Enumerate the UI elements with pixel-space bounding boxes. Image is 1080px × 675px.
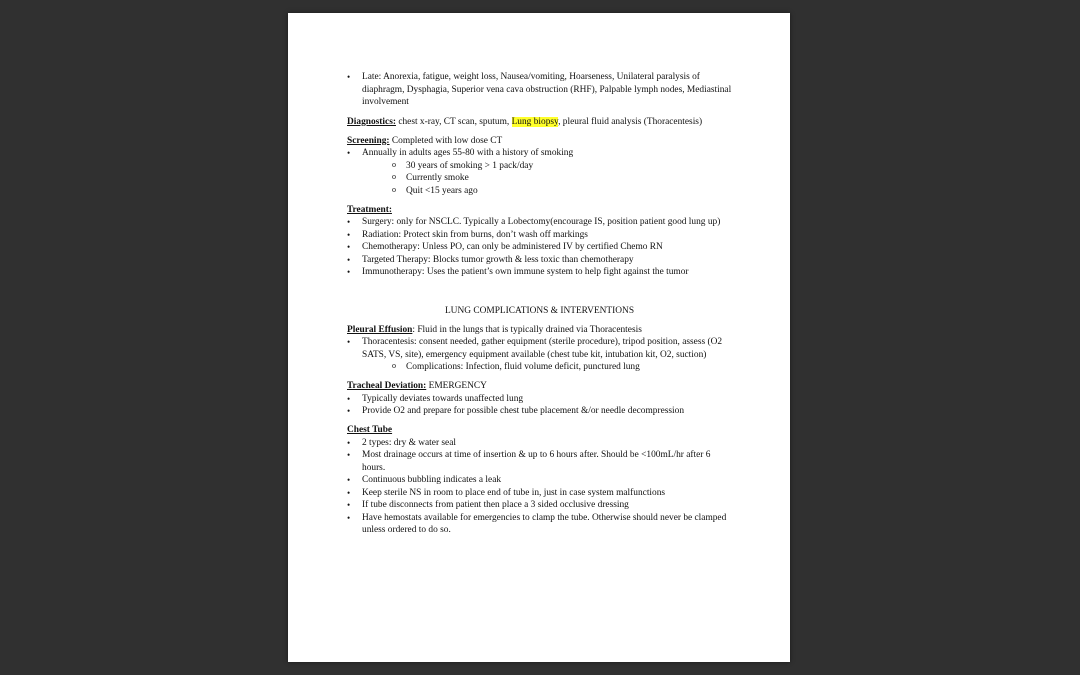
- sub-list-item: o Quit <15 years ago: [391, 185, 732, 198]
- screening-criteria-list: [362, 160, 732, 198]
- list-item: • Chemotherapy: Unless PO, can only be administered IV by certified Chemo RN: [347, 241, 732, 254]
- pleural-sub-list: [362, 361, 732, 374]
- list-item: [347, 336, 732, 374]
- list-item: • Keep sterile NS in room to place end of tube in, just in case system malfunctions: [347, 487, 732, 500]
- tracheal-heading: Tracheal Deviation:: [347, 381, 427, 391]
- list-item-text: Thoracentesis: consent needed, gather equipment (sterile procedure), tripod position, assess (O2 SATS, VS, site), emergency equipment available (chest tube kit, intubation kit, O2, suction): [362, 337, 723, 360]
- screening-heading: Screening:: [347, 135, 390, 146]
- list-item: • Surgery: only for NSCLC. Typically a Lobectomy(encourage IS, position patient good lung up): [347, 216, 732, 229]
- late-symptoms-list: [347, 71, 732, 109]
- treatment-list: [347, 216, 732, 279]
- tracheal-list: [347, 393, 732, 418]
- screening-list: [347, 147, 732, 197]
- list-item: • 2 types: dry & water seal: [347, 437, 732, 450]
- list-item: • Provide O2 and prepare for possible chest tube placement &/or needle decompression: [347, 405, 732, 418]
- section-title: LUNG COMPLICATIONS & INTERVENTIONS: [444, 305, 635, 316]
- sub-list-item: o 30 years of smoking > 1 pack/day: [391, 160, 732, 173]
- diagnostics-text: chest x-ray, CT scan, sputum,: [395, 116, 512, 127]
- document-page: [288, 13, 790, 662]
- list-item: • Most drainage occurs at time of insertion & up to 6 hours after. Should be <100mL/hr after 6 hours.: [347, 449, 732, 474]
- list-item: • Have hemostats available for emergencies to clamp the tube. Otherwise should never be clamped unless ordered to do so.: [347, 512, 732, 537]
- chest-tube-paragraph: [347, 424, 732, 437]
- chest-tube-heading: Chest Tube: [347, 425, 393, 435]
- pleural-text: : Fluid in the lungs that is typically drained via Thoracentesis: [412, 324, 642, 335]
- list-item: • Targeted Therapy: Blocks tumor growth & less toxic than chemotherapy: [347, 254, 732, 267]
- screening-paragraph: [347, 135, 732, 148]
- tracheal-text: EMERGENCY: [426, 381, 487, 391]
- treatment-heading: Treatment:: [347, 204, 392, 215]
- sub-list-item: o Complications: Infection, fluid volume deficit, punctured lung: [391, 361, 732, 374]
- pleural-paragraph: [347, 324, 732, 337]
- diagnostics-text-after: , pleural fluid analysis (Thoracentesis): [558, 116, 703, 127]
- screening-text: Completed with low dose CT: [389, 135, 503, 146]
- treatment-paragraph: [347, 204, 732, 217]
- list-item-text: Annually in adults ages 55-80 with a history of smoking: [362, 148, 574, 158]
- list-item: [347, 147, 732, 197]
- diagnostics-heading: Diagnostics:: [347, 116, 396, 127]
- list-item: • Continuous bubbling indicates a leak: [347, 474, 732, 487]
- tracheal-paragraph: [347, 380, 732, 393]
- list-item: • Immunotherapy: Uses the patient’s own immune system to help fight against the tumor: [347, 266, 732, 279]
- list-item: • Radiation: Protect skin from burns, don’t wash off markings: [347, 229, 732, 242]
- highlighted-text: Lung biopsy: [511, 116, 559, 127]
- page-content: [347, 71, 732, 537]
- diagnostics-paragraph: [347, 116, 732, 129]
- chest-tube-list: [347, 437, 732, 537]
- list-item: • Late: Anorexia, fatigue, weight loss, Nausea/vomiting, Hoarseness, Unilateral paralysis of diaphragm, Dysphagia, Superior vena cava obstruction (RHF), Palpable lymph nodes, Mediastinal involvement: [347, 71, 732, 109]
- list-item: • Typically deviates towards unaffected lung: [347, 393, 732, 406]
- pleural-list: [347, 336, 732, 374]
- list-item: • If tube disconnects from patient then place a 3 sided occlusive dressing: [347, 499, 732, 512]
- pleural-heading: Pleural Effusion: [347, 324, 413, 335]
- sub-list-item: o Currently smoke: [391, 172, 732, 185]
